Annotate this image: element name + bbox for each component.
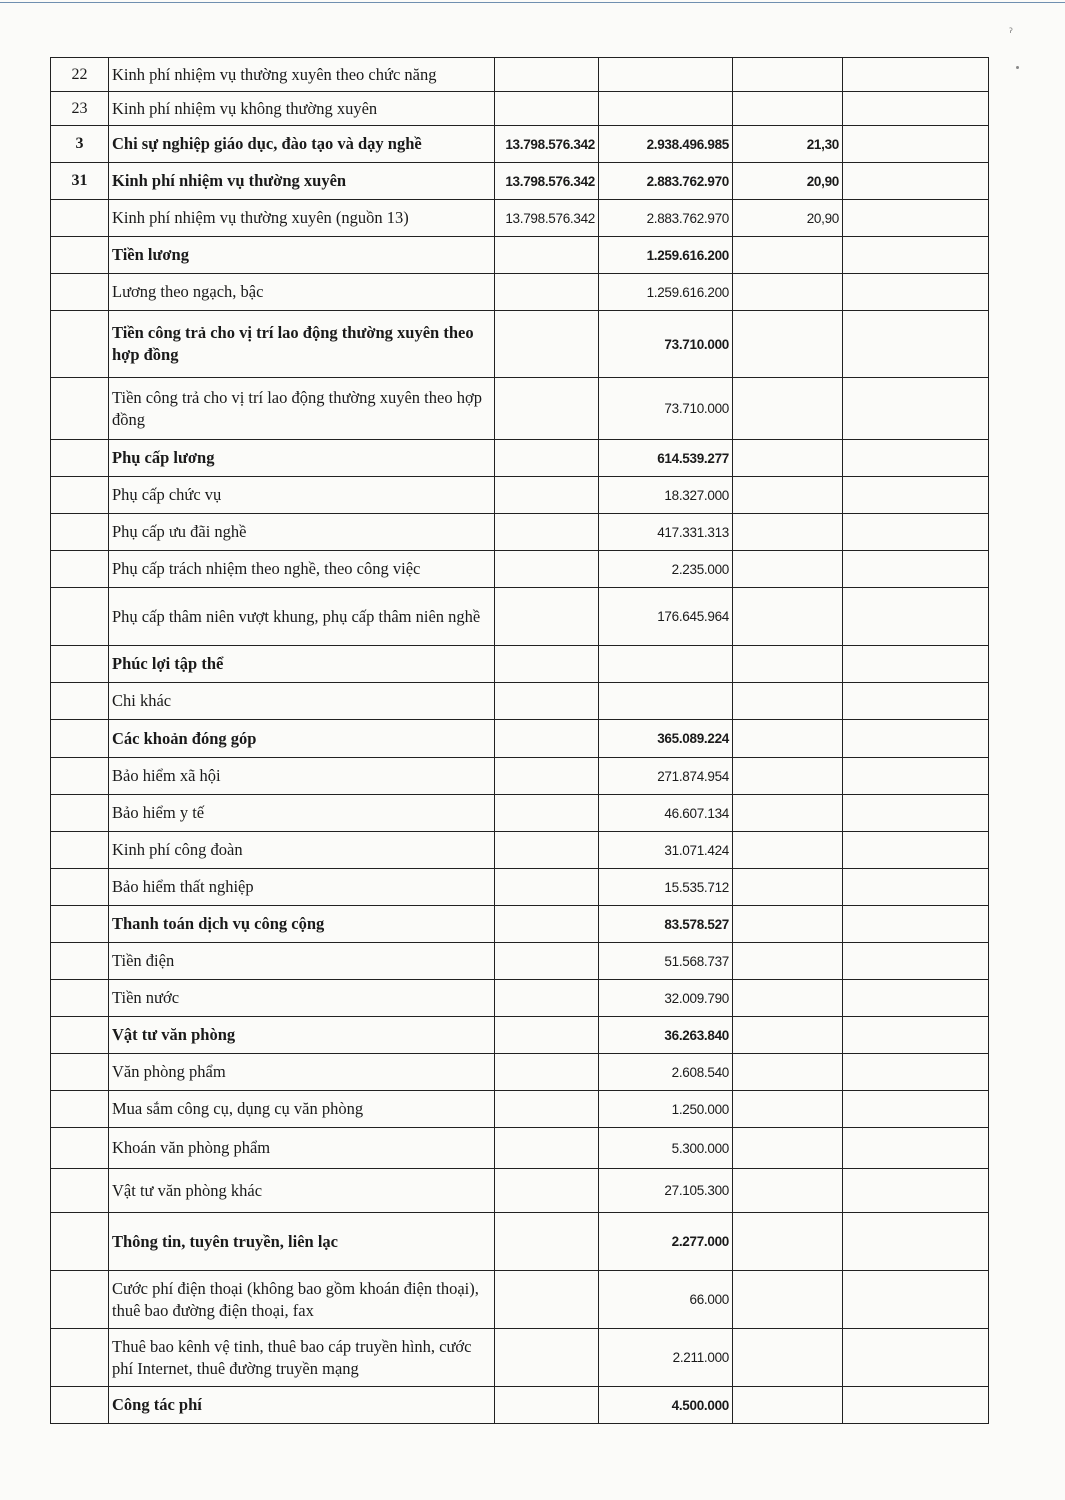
row-note xyxy=(843,980,989,1017)
row-note xyxy=(843,311,989,378)
row-item-name: Kinh phí nhiệm vụ thường xuyên theo chức năng xyxy=(109,58,495,92)
row-actual: 15.535.712 xyxy=(599,869,733,906)
row-item-name: Bảo hiểm thất nghiệp xyxy=(109,869,495,906)
table-row xyxy=(51,1017,989,1054)
row-actual: 31.071.424 xyxy=(599,832,733,869)
row-percent xyxy=(733,832,843,869)
row-actual: 36.263.840 xyxy=(599,1017,733,1054)
table-row xyxy=(51,1387,989,1424)
row-note xyxy=(843,378,989,440)
row-item-name: Kinh phí nhiệm vụ thường xuyên xyxy=(109,163,495,200)
row-percent: 21,30 xyxy=(733,126,843,163)
row-estimate xyxy=(495,832,599,869)
row-percent: 20,90 xyxy=(733,200,843,237)
row-actual: 83.578.527 xyxy=(599,906,733,943)
row-percent xyxy=(733,720,843,758)
row-note xyxy=(843,274,989,311)
row-actual: 46.607.134 xyxy=(599,795,733,832)
row-note xyxy=(843,869,989,906)
row-percent xyxy=(733,1054,843,1091)
table-row xyxy=(51,869,989,906)
row-actual: 5.300.000 xyxy=(599,1128,733,1169)
row-index xyxy=(51,274,109,311)
row-item-name: Phụ cấp trách nhiệm theo nghề, theo công việc xyxy=(109,551,495,588)
row-item-name: Tiền công trả cho vị trí lao động thường xuyên theo hợp đồng xyxy=(109,378,495,440)
row-index: 22 xyxy=(51,58,109,92)
row-index xyxy=(51,514,109,551)
row-index xyxy=(51,1329,109,1387)
row-percent xyxy=(733,551,843,588)
row-percent xyxy=(733,646,843,683)
row-estimate xyxy=(495,440,599,477)
row-item-name: Kinh phí công đoàn xyxy=(109,832,495,869)
table-row xyxy=(51,906,989,943)
page-speck xyxy=(1016,66,1019,69)
row-estimate xyxy=(495,551,599,588)
row-note xyxy=(843,200,989,237)
row-item-name: Tiền công trả cho vị trí lao động thường xuyên theo hợp đồng xyxy=(109,311,495,378)
row-note xyxy=(843,58,989,92)
table-row xyxy=(51,126,989,163)
row-actual: 1.259.616.200 xyxy=(599,237,733,274)
row-index xyxy=(51,758,109,795)
row-estimate xyxy=(495,683,599,720)
row-item-name: Tiền nước xyxy=(109,980,495,1017)
row-estimate xyxy=(495,58,599,92)
row-actual: 4.500.000 xyxy=(599,1387,733,1424)
row-item-name: Kinh phí nhiệm vụ không thường xuyên xyxy=(109,92,495,126)
row-estimate xyxy=(495,906,599,943)
row-actual: 2.235.000 xyxy=(599,551,733,588)
row-index xyxy=(51,477,109,514)
row-note xyxy=(843,588,989,646)
table-row xyxy=(51,795,989,832)
row-note xyxy=(843,1054,989,1091)
row-estimate xyxy=(495,378,599,440)
row-actual: 32.009.790 xyxy=(599,980,733,1017)
table-row xyxy=(51,943,989,980)
row-index xyxy=(51,551,109,588)
row-index: 31 xyxy=(51,163,109,200)
table-row xyxy=(51,720,989,758)
row-percent xyxy=(733,1387,843,1424)
row-item-name: Vật tư văn phòng khác xyxy=(109,1169,495,1213)
row-actual: 614.539.277 xyxy=(599,440,733,477)
table-row xyxy=(51,646,989,683)
row-index xyxy=(51,1128,109,1169)
row-estimate xyxy=(495,1091,599,1128)
table-row xyxy=(51,378,989,440)
row-item-name: Công tác phí xyxy=(109,1387,495,1424)
row-index xyxy=(51,646,109,683)
row-item-name: Phụ cấp lương xyxy=(109,440,495,477)
row-estimate xyxy=(495,980,599,1017)
row-percent xyxy=(733,514,843,551)
row-actual: 365.089.224 xyxy=(599,720,733,758)
row-estimate xyxy=(495,1128,599,1169)
row-percent xyxy=(733,869,843,906)
row-actual: 2.938.496.985 xyxy=(599,126,733,163)
row-index xyxy=(51,906,109,943)
row-index xyxy=(51,869,109,906)
row-index xyxy=(51,832,109,869)
row-percent xyxy=(733,758,843,795)
row-index xyxy=(51,1169,109,1213)
row-note xyxy=(843,440,989,477)
row-item-name: Phúc lợi tập thể xyxy=(109,646,495,683)
table-row xyxy=(51,758,989,795)
row-estimate: 13.798.576.342 xyxy=(495,163,599,200)
row-percent xyxy=(733,440,843,477)
row-index xyxy=(51,1387,109,1424)
row-index xyxy=(51,588,109,646)
row-percent xyxy=(733,92,843,126)
row-index xyxy=(51,237,109,274)
row-actual: 2.883.762.970 xyxy=(599,163,733,200)
row-estimate xyxy=(495,274,599,311)
row-item-name: Thanh toán dịch vụ công cộng xyxy=(109,906,495,943)
row-actual: 417.331.313 xyxy=(599,514,733,551)
row-percent xyxy=(733,795,843,832)
table-row xyxy=(51,237,989,274)
row-item-name: Bảo hiểm y tế xyxy=(109,795,495,832)
row-item-name: Mua sắm công cụ, dụng cụ văn phòng xyxy=(109,1091,495,1128)
row-estimate xyxy=(495,943,599,980)
row-note xyxy=(843,1091,989,1128)
row-note xyxy=(843,832,989,869)
row-percent xyxy=(733,1091,843,1128)
row-estimate xyxy=(495,1329,599,1387)
row-percent xyxy=(733,588,843,646)
row-actual: 2.277.000 xyxy=(599,1213,733,1271)
table-row xyxy=(51,311,989,378)
row-percent xyxy=(733,311,843,378)
row-percent xyxy=(733,906,843,943)
row-percent xyxy=(733,237,843,274)
row-note xyxy=(843,1271,989,1329)
table-row xyxy=(51,1271,989,1329)
row-note xyxy=(843,514,989,551)
row-index xyxy=(51,311,109,378)
row-item-name: Các khoản đóng góp xyxy=(109,720,495,758)
row-percent xyxy=(733,943,843,980)
table-row xyxy=(51,551,989,588)
row-estimate xyxy=(495,758,599,795)
row-percent xyxy=(733,274,843,311)
row-index xyxy=(51,683,109,720)
row-index xyxy=(51,378,109,440)
page-top-rule xyxy=(0,2,1065,3)
row-index xyxy=(51,200,109,237)
row-actual: 73.710.000 xyxy=(599,378,733,440)
table-row xyxy=(51,1169,989,1213)
table-row xyxy=(51,1213,989,1271)
row-actual xyxy=(599,683,733,720)
row-note xyxy=(843,126,989,163)
row-note xyxy=(843,758,989,795)
row-item-name: Khoán văn phòng phẩm xyxy=(109,1128,495,1169)
row-actual xyxy=(599,58,733,92)
table-row xyxy=(51,274,989,311)
row-note xyxy=(843,720,989,758)
row-actual: 1.259.616.200 xyxy=(599,274,733,311)
row-percent xyxy=(733,1169,843,1213)
row-percent xyxy=(733,1329,843,1387)
row-item-name: Thuê bao kênh vệ tinh, thuê bao cáp truyền hình, cước phí Internet, thuê đường truyền mạng xyxy=(109,1329,495,1387)
row-actual: 2.211.000 xyxy=(599,1329,733,1387)
budget-table-body xyxy=(51,58,989,1424)
row-estimate xyxy=(495,720,599,758)
row-item-name: Bảo hiểm xã hội xyxy=(109,758,495,795)
row-percent xyxy=(733,1017,843,1054)
row-estimate xyxy=(495,1017,599,1054)
row-index xyxy=(51,1017,109,1054)
row-estimate xyxy=(495,92,599,126)
row-estimate xyxy=(495,1169,599,1213)
row-percent: 20,90 xyxy=(733,163,843,200)
row-note xyxy=(843,163,989,200)
table-row xyxy=(51,683,989,720)
row-item-name: Kinh phí nhiệm vụ thường xuyên (nguồn 13) xyxy=(109,200,495,237)
row-actual xyxy=(599,92,733,126)
row-note xyxy=(843,1329,989,1387)
row-note xyxy=(843,477,989,514)
row-index: 3 xyxy=(51,126,109,163)
row-estimate xyxy=(495,795,599,832)
row-percent xyxy=(733,980,843,1017)
table-row xyxy=(51,514,989,551)
row-estimate xyxy=(495,237,599,274)
row-index xyxy=(51,1271,109,1329)
row-actual: 2.608.540 xyxy=(599,1054,733,1091)
row-note xyxy=(843,92,989,126)
row-percent xyxy=(733,378,843,440)
row-item-name: Cước phí điện thoại (không bao gồm khoán điện thoại), thuê bao đường điện thoại, fax xyxy=(109,1271,495,1329)
budget-table xyxy=(50,57,989,1424)
table-row xyxy=(51,163,989,200)
row-note xyxy=(843,1128,989,1169)
row-estimate xyxy=(495,477,599,514)
row-item-name: Vật tư văn phòng xyxy=(109,1017,495,1054)
table-row xyxy=(51,1329,989,1387)
row-estimate xyxy=(495,646,599,683)
row-item-name: Thông tin, tuyên truyền, liên lạc xyxy=(109,1213,495,1271)
row-actual: 2.883.762.970 xyxy=(599,200,733,237)
row-item-name: Chi khác xyxy=(109,683,495,720)
row-item-name: Tiền lương xyxy=(109,237,495,274)
row-percent xyxy=(733,1271,843,1329)
row-estimate: 13.798.576.342 xyxy=(495,126,599,163)
row-estimate xyxy=(495,1271,599,1329)
row-actual: 51.568.737 xyxy=(599,943,733,980)
table-row xyxy=(51,92,989,126)
row-note xyxy=(843,683,989,720)
row-index xyxy=(51,1213,109,1271)
table-row xyxy=(51,1091,989,1128)
row-index xyxy=(51,795,109,832)
row-actual: 73.710.000 xyxy=(599,311,733,378)
table-row xyxy=(51,440,989,477)
row-note xyxy=(843,551,989,588)
table-row xyxy=(51,980,989,1017)
row-estimate xyxy=(495,1387,599,1424)
row-percent xyxy=(733,1128,843,1169)
row-estimate xyxy=(495,311,599,378)
table-row xyxy=(51,832,989,869)
row-actual xyxy=(599,646,733,683)
row-actual: 18.327.000 xyxy=(599,477,733,514)
row-estimate xyxy=(495,869,599,906)
row-index xyxy=(51,1091,109,1128)
row-note xyxy=(843,1213,989,1271)
row-note xyxy=(843,1387,989,1424)
row-estimate xyxy=(495,1054,599,1091)
row-actual: 1.250.000 xyxy=(599,1091,733,1128)
row-item-name: Phụ cấp chức vụ xyxy=(109,477,495,514)
row-actual: 27.105.300 xyxy=(599,1169,733,1213)
row-estimate: 13.798.576.342 xyxy=(495,200,599,237)
page-corner-mark: ˀ xyxy=(1008,26,1013,40)
row-actual: 271.874.954 xyxy=(599,758,733,795)
table-row xyxy=(51,1054,989,1091)
row-percent xyxy=(733,58,843,92)
row-item-name: Phụ cấp thâm niên vượt khung, phụ cấp thâm niên nghề xyxy=(109,588,495,646)
row-note xyxy=(843,795,989,832)
row-note xyxy=(843,646,989,683)
row-index xyxy=(51,720,109,758)
row-item-name: Chi sự nghiệp giáo dục, đào tạo và dạy nghề xyxy=(109,126,495,163)
row-estimate xyxy=(495,588,599,646)
row-actual: 66.000 xyxy=(599,1271,733,1329)
row-percent xyxy=(733,477,843,514)
row-note xyxy=(843,1017,989,1054)
row-item-name: Phụ cấp ưu đãi nghề xyxy=(109,514,495,551)
table-row xyxy=(51,588,989,646)
row-item-name: Lương theo ngạch, bậc xyxy=(109,274,495,311)
row-index xyxy=(51,440,109,477)
table-row xyxy=(51,58,989,92)
table-row xyxy=(51,1128,989,1169)
row-index: 23 xyxy=(51,92,109,126)
row-index xyxy=(51,980,109,1017)
row-estimate xyxy=(495,514,599,551)
row-note xyxy=(843,943,989,980)
row-note xyxy=(843,237,989,274)
row-index xyxy=(51,943,109,980)
row-note xyxy=(843,906,989,943)
row-estimate xyxy=(495,1213,599,1271)
row-percent xyxy=(733,683,843,720)
table-row xyxy=(51,200,989,237)
row-percent xyxy=(733,1213,843,1271)
row-note xyxy=(843,1169,989,1213)
row-item-name: Văn phòng phẩm xyxy=(109,1054,495,1091)
table-row xyxy=(51,477,989,514)
row-item-name: Tiền điện xyxy=(109,943,495,980)
row-index xyxy=(51,1054,109,1091)
row-actual: 176.645.964 xyxy=(599,588,733,646)
